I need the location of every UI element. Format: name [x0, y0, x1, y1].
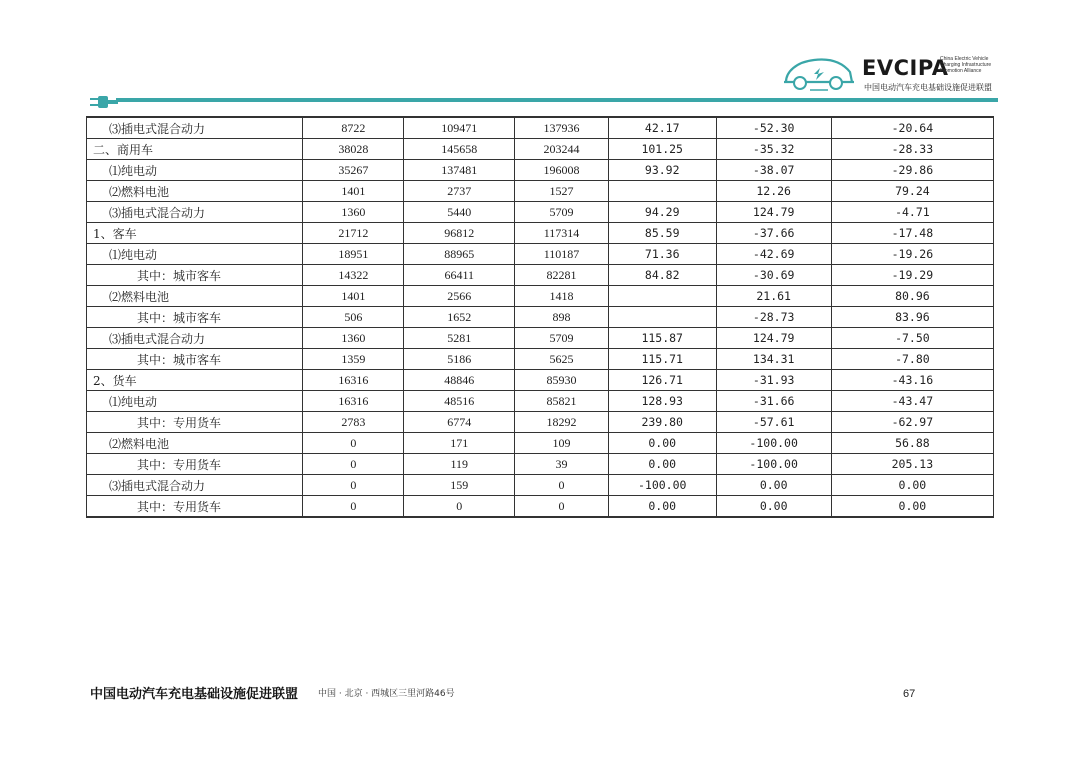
table-row [87, 412, 994, 433]
row-label: 1、客车 [87, 223, 303, 244]
row-label: 其中：城市客车 [87, 265, 303, 286]
percent-cell: -30.69 [716, 265, 831, 286]
brand-tagline: China Electric Vehicle Charging Infrastructure Promotion Alliance [940, 56, 992, 74]
header-rule [116, 98, 998, 102]
value-cell: 137481 [404, 160, 515, 181]
value-cell: 109471 [404, 117, 515, 139]
percent-cell: -43.16 [831, 370, 993, 391]
table-row [87, 349, 994, 370]
org-name-cn: 中国电动汽车充电基础设施促进联盟 [864, 83, 992, 92]
value-cell: 85821 [515, 391, 609, 412]
percent-cell [608, 307, 716, 328]
percent-cell: 71.36 [608, 244, 716, 265]
percent-cell [608, 181, 716, 202]
value-cell: 0 [303, 475, 404, 496]
value-cell: 5281 [404, 328, 515, 349]
percent-cell: 0.00 [716, 475, 831, 496]
value-cell: 18951 [303, 244, 404, 265]
row-label: ⑶插电式混合动力 [87, 202, 303, 223]
percent-cell: 0.00 [831, 496, 993, 518]
row-label: 其中：城市客车 [87, 307, 303, 328]
table-row [87, 370, 994, 391]
value-cell: 1418 [515, 286, 609, 307]
table-row [87, 160, 994, 181]
percent-cell: 21.61 [716, 286, 831, 307]
value-cell: 5440 [404, 202, 515, 223]
value-cell: 66411 [404, 265, 515, 286]
percent-cell: 94.29 [608, 202, 716, 223]
row-label: 其中：专用货车 [87, 496, 303, 518]
percent-cell: 101.25 [608, 139, 716, 160]
percent-cell: 85.59 [608, 223, 716, 244]
percent-cell: -52.30 [716, 117, 831, 139]
percent-cell: 83.96 [831, 307, 993, 328]
value-cell: 1401 [303, 286, 404, 307]
value-cell: 8722 [303, 117, 404, 139]
percent-cell: -4.71 [831, 202, 993, 223]
table-row [87, 244, 994, 265]
percent-cell: -20.64 [831, 117, 993, 139]
percent-cell: 124.79 [716, 202, 831, 223]
value-cell: 137936 [515, 117, 609, 139]
percent-cell: 128.93 [608, 391, 716, 412]
value-cell: 1401 [303, 181, 404, 202]
value-cell: 898 [515, 307, 609, 328]
percent-cell: 80.96 [831, 286, 993, 307]
table-row [87, 286, 994, 307]
value-cell: 0 [303, 454, 404, 475]
percent-cell: 0.00 [716, 496, 831, 518]
percent-cell: 126.71 [608, 370, 716, 391]
value-cell: 21712 [303, 223, 404, 244]
value-cell: 145658 [404, 139, 515, 160]
row-label: 其中：专用货车 [87, 412, 303, 433]
percent-cell: -17.48 [831, 223, 993, 244]
value-cell: 109 [515, 433, 609, 454]
footer-address: 中国 · 北京 · 西城区三里河路46号 [318, 689, 455, 699]
percent-cell: -37.66 [716, 223, 831, 244]
percent-cell: 115.87 [608, 328, 716, 349]
percent-cell: -57.61 [716, 412, 831, 433]
percent-cell: 134.31 [716, 349, 831, 370]
percent-cell: -31.66 [716, 391, 831, 412]
table-row [87, 391, 994, 412]
value-cell: 2566 [404, 286, 515, 307]
percent-cell: -42.69 [716, 244, 831, 265]
percent-cell: -28.33 [831, 139, 993, 160]
row-label: ⑵燃料电池 [87, 433, 303, 454]
table-row [87, 202, 994, 223]
percent-cell: -19.26 [831, 244, 993, 265]
value-cell: 1360 [303, 328, 404, 349]
value-cell: 85930 [515, 370, 609, 391]
value-cell: 88965 [404, 244, 515, 265]
percent-cell: 0.00 [608, 433, 716, 454]
plug-icon [90, 94, 118, 110]
value-cell: 1359 [303, 349, 404, 370]
page-header [0, 0, 1080, 120]
electric-car-icon [780, 52, 858, 94]
value-cell: 171 [404, 433, 515, 454]
row-label: ⑶插电式混合动力 [87, 328, 303, 349]
value-cell: 1652 [404, 307, 515, 328]
percent-cell: 79.24 [831, 181, 993, 202]
page-number: 67 [903, 688, 916, 700]
percent-cell: -62.97 [831, 412, 993, 433]
table-row [87, 307, 994, 328]
value-cell: 0 [515, 496, 609, 518]
value-cell: 0 [515, 475, 609, 496]
value-cell: 196008 [515, 160, 609, 181]
table-row [87, 139, 994, 160]
percent-cell: 84.82 [608, 265, 716, 286]
percent-cell: -100.00 [716, 433, 831, 454]
value-cell: 5709 [515, 202, 609, 223]
row-label: ⑴纯电动 [87, 160, 303, 181]
table-row [87, 454, 994, 475]
table-row [87, 328, 994, 349]
percent-cell: -43.47 [831, 391, 993, 412]
percent-cell: -28.73 [716, 307, 831, 328]
value-cell: 2737 [404, 181, 515, 202]
value-cell: 1527 [515, 181, 609, 202]
row-label: ⑵燃料电池 [87, 181, 303, 202]
value-cell: 0 [303, 433, 404, 454]
value-cell: 16316 [303, 391, 404, 412]
value-cell: 18292 [515, 412, 609, 433]
percent-cell: -7.80 [831, 349, 993, 370]
value-cell: 48516 [404, 391, 515, 412]
percent-cell: 0.00 [831, 475, 993, 496]
percent-cell: 93.92 [608, 160, 716, 181]
table-row [87, 433, 994, 454]
value-cell: 48846 [404, 370, 515, 391]
percent-cell: 239.80 [608, 412, 716, 433]
row-label: ⑴纯电动 [87, 244, 303, 265]
table-row [87, 475, 994, 496]
table-row [87, 265, 994, 286]
percent-cell: -100.00 [608, 475, 716, 496]
row-label: ⑵燃料电池 [87, 286, 303, 307]
table-body [87, 117, 994, 517]
value-cell: 1360 [303, 202, 404, 223]
percent-cell: 56.88 [831, 433, 993, 454]
value-cell: 5625 [515, 349, 609, 370]
percent-cell: 115.71 [608, 349, 716, 370]
percent-cell: -29.86 [831, 160, 993, 181]
percent-cell: -38.07 [716, 160, 831, 181]
value-cell: 39 [515, 454, 609, 475]
value-cell: 5709 [515, 328, 609, 349]
row-label: ⑶插电式混合动力 [87, 475, 303, 496]
row-label: 2、货车 [87, 370, 303, 391]
value-cell: 203244 [515, 139, 609, 160]
row-label: 其中：城市客车 [87, 349, 303, 370]
value-cell: 2783 [303, 412, 404, 433]
value-cell: 35267 [303, 160, 404, 181]
row-label: ⑶插电式混合动力 [87, 117, 303, 139]
value-cell: 110187 [515, 244, 609, 265]
value-cell: 0 [404, 496, 515, 518]
percent-cell: 0.00 [608, 454, 716, 475]
value-cell: 119 [404, 454, 515, 475]
value-cell: 82281 [515, 265, 609, 286]
brand-name: EVCIPA [862, 56, 949, 80]
table-row [87, 223, 994, 244]
percent-cell: -19.29 [831, 265, 993, 286]
percent-cell: 0.00 [608, 496, 716, 518]
percent-cell: 124.79 [716, 328, 831, 349]
value-cell: 16316 [303, 370, 404, 391]
value-cell: 6774 [404, 412, 515, 433]
row-label: 其中：专用货车 [87, 454, 303, 475]
row-label: ⑴纯电动 [87, 391, 303, 412]
percent-cell: 205.13 [831, 454, 993, 475]
value-cell: 96812 [404, 223, 515, 244]
row-label: 二、商用车 [87, 139, 303, 160]
percent-cell: 12.26 [716, 181, 831, 202]
percent-cell [608, 286, 716, 307]
table-row [87, 181, 994, 202]
value-cell: 14322 [303, 265, 404, 286]
percent-cell: -100.00 [716, 454, 831, 475]
percent-cell: -7.50 [831, 328, 993, 349]
table-row [87, 496, 994, 518]
value-cell: 5186 [404, 349, 515, 370]
footer-org-name: 中国电动汽车充电基础设施促进联盟 [90, 687, 299, 702]
percent-cell: -31.93 [716, 370, 831, 391]
percent-cell: -35.32 [716, 139, 831, 160]
value-cell: 117314 [515, 223, 609, 244]
value-cell: 38028 [303, 139, 404, 160]
statistics-table [86, 116, 994, 518]
value-cell: 159 [404, 475, 515, 496]
table-row [87, 117, 994, 139]
evcipa-logo [780, 52, 1000, 98]
value-cell: 0 [303, 496, 404, 518]
value-cell: 506 [303, 307, 404, 328]
percent-cell: 42.17 [608, 117, 716, 139]
